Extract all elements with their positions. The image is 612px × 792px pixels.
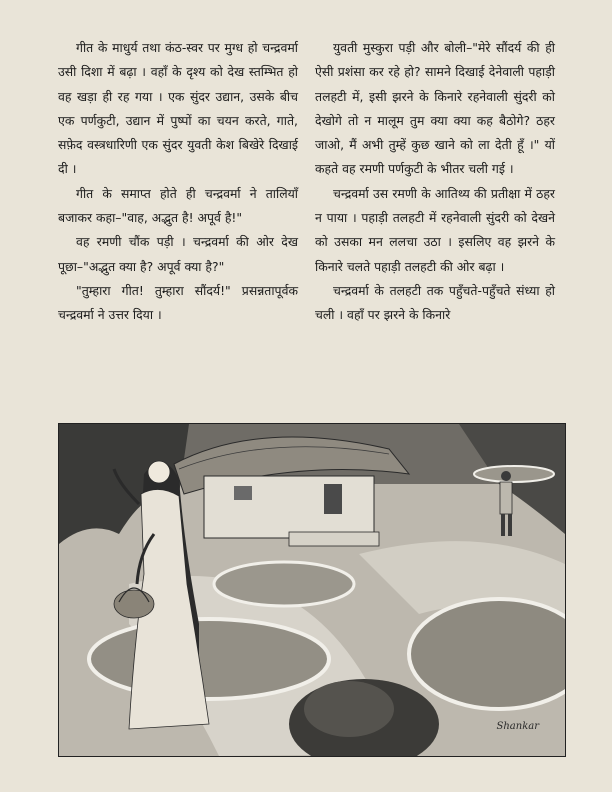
hut-wall [204,476,374,538]
lawn-center [214,562,354,606]
hut-step [289,532,379,546]
hut-door [324,484,342,514]
woman-face [148,461,170,483]
lawn-right [409,599,565,709]
flower-basket [114,590,154,618]
right-text-column [315,36,555,328]
artist-signature: Shankar [496,721,539,732]
story-illustration [58,423,566,757]
garden-scene-image [59,424,565,756]
paragraph: चन्द्रवर्मा के तलहटी तक पहुँचते-पहुँचते संध्या हो चली । वहाँ पर झरने के किनारे [315,282,555,323]
hut-window [234,486,252,500]
paragraph: युवती मुस्कुरा पड़ी और बोली–"मेरे सौंदर्य की ही ऐसी प्रशंसा कर रहे हो? सामने दिखाई देनेवाली पहाड़ी तलहटी में, इसी झरने के किनारे रहनेवाली सुंदरी को देखोगे तो न मालूम तुम क्या क्या कह बैठोगे? ठहर जाओ, मैं अभी तुम्हें कुछ खाने को ला देती हूँ ।" यों कहते वह रमणी पर्णकुटी के भीतर चली गई । [315,40,555,177]
paragraph: गीत के माधुर्य तथा कंठ-स्वर पर मुग्ध हो चन्द्रवर्मा उसी दिशा में बढ़ा । वहाँ के दृश्य को देख स्तम्भित हो वह खड़ा ही रह गया । एक सुंदर उद्यान, उसके बीच एक पर्णकुटी, उद्यान में पुष्पों का चयन करते, गाते, सफ़ेद वस्त्रधारिणी एक सुंदर युवती केश बिखेरे दिखाई दी । [58,40,298,177]
left-text-column [58,36,298,328]
paragraph: "तुम्हारा गीत! तुम्हारा सौंदर्य!" प्रसन्नतापूर्वक चन्द्रवर्मा ने उत्तर दिया । [58,282,298,323]
lawn-far [474,466,554,482]
paragraph: चन्द्रवर्मा उस रमणी के आतिथ्य की प्रतीक्षा में ठहर न पाया । पहाड़ी तलहटी में रहनेवाली सुंदरी को देखने को उसका मन ललचा उठा । इसलिए वह झरने के किनारे चलते पहाड़ी तलहटी की ओर बढ़ा । [315,185,555,274]
paragraph: वह रमणी चौंक पड़ी । चन्द्रवर्मा की ओर देख पूछा–"अद्भुत क्या है? अपूर्व क्या है?" [58,234,298,274]
bush-highlight [304,681,394,737]
lawn-left [89,619,329,699]
paragraph: गीत के समाप्त होते ही चन्द्रवर्मा ने तालियाँ बजाकर कहा–"वाह, अद्भुत है! अपूर्व है!" [58,185,298,226]
